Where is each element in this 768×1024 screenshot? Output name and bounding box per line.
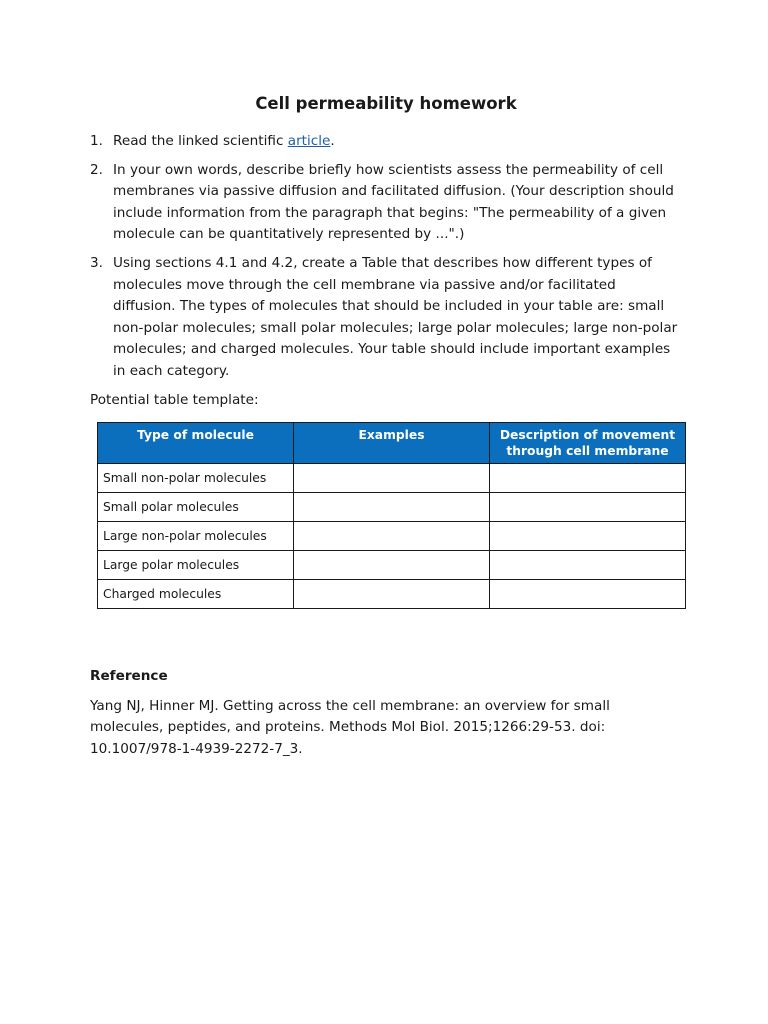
- table-row: [98, 551, 686, 580]
- table-header-cell: Description of movement through cell membrane: [490, 423, 686, 464]
- table-header-cell: Type of molecule: [98, 423, 294, 464]
- instruction-number: 3.: [90, 254, 103, 271]
- instruction-text: Using sections 4.1 and 4.2, create a Table that describes how different types of molecules move through the cell membrane via passive and/or facilitated diffusion. The types of molecules that should be included in your table are: small non-polar molecules; small polar molecules; large polar molecules; large non-polar molecules; and charged molecules. Your table should include important examples in each category.: [113, 254, 678, 379]
- instruction-item-2: [90, 160, 682, 246]
- article-link[interactable]: article: [287, 133, 331, 149]
- table-cell: [294, 580, 490, 609]
- instruction-text-before-link: Read the linked scientific: [113, 133, 288, 149]
- instruction-number: 1.: [90, 133, 103, 149]
- reference-heading: Reference: [90, 668, 168, 685]
- table-cell: [490, 551, 686, 580]
- table-cell: Small polar molecules: [98, 493, 294, 522]
- table-cell: [490, 522, 686, 551]
- table-cell: Large polar molecules: [98, 551, 294, 580]
- table-cell: Small non-polar molecules: [98, 464, 294, 493]
- instruction-number: 2.: [90, 161, 103, 178]
- molecule-table: [97, 422, 686, 609]
- instruction-list: [90, 131, 682, 383]
- table-cell: [294, 464, 490, 493]
- table-row: [98, 522, 686, 551]
- table-cell: [490, 464, 686, 493]
- instruction-text: In your own words, describe briefly how scientists assess the permeability of cell membranes via passive diffusion and facilitated diffusion. (Your description should include information from the paragraph that begins: "The permeability of a given molecule can be quantitatively represented by ...".): [113, 161, 674, 243]
- table-cell: [490, 493, 686, 522]
- table-header-row: [98, 423, 686, 464]
- table-template-label: Potential table template:: [90, 391, 259, 408]
- table-row: [98, 493, 686, 522]
- table-cell: Charged molecules: [98, 580, 294, 609]
- table-cell: [294, 522, 490, 551]
- table-row: [98, 464, 686, 493]
- instruction-item-1: [90, 131, 682, 153]
- table-header-cell: Examples: [294, 423, 490, 464]
- table-cell: [294, 493, 490, 522]
- instruction-text-after-link: .: [330, 133, 335, 149]
- table-cell: [490, 580, 686, 609]
- reference-citation: Yang NJ, Hinner MJ. Getting across the cell membrane: an overview for small molecules, peptides, and proteins. Methods Mol Biol. 2015;1266:29-53. doi: 10.1007/978-1-4939-2272-7_3.: [90, 697, 610, 757]
- page-title: Cell permeability homework: [255, 94, 517, 113]
- instruction-item-3: [90, 253, 682, 383]
- table-cell: Large non-polar molecules: [98, 522, 294, 551]
- table-cell: [294, 551, 490, 580]
- table-row: [98, 580, 686, 609]
